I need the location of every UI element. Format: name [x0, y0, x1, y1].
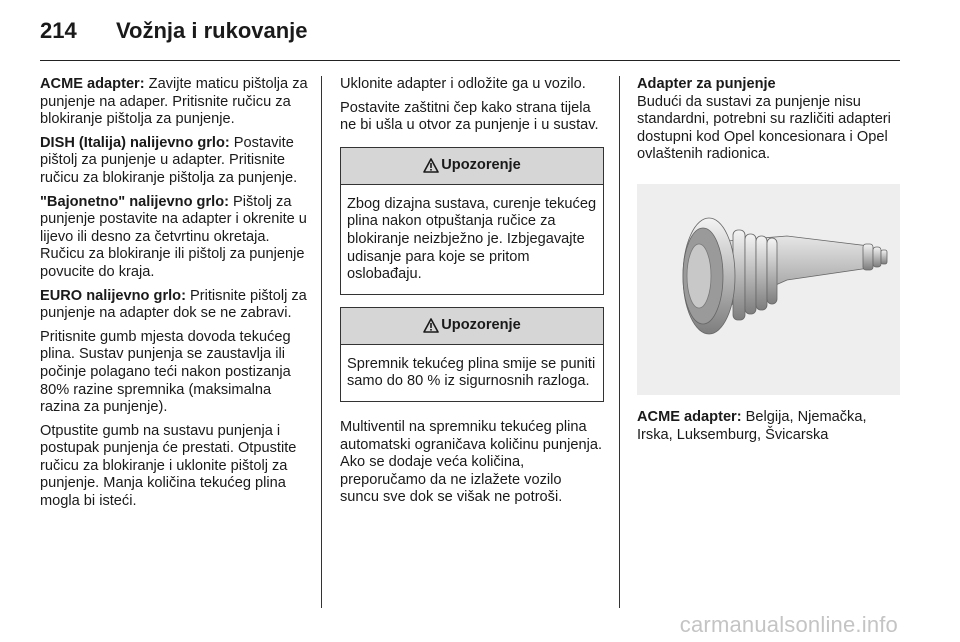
page-header — [40, 18, 308, 48]
warning-header-1 — [341, 148, 603, 185]
warning-triangle-icon — [423, 158, 439, 173]
term-euro: EURO nalijevno grlo: — [40, 287, 186, 304]
paragraph-adapters: Budući da sustavi za punjenje nisu standardni, potrebni su različiti adapteri dostupni kod Opel koncesionara i Opel ovlaštenih radionica. — [637, 93, 891, 163]
header-divider — [40, 60, 900, 61]
paragraph-dish: DISH (Italija) nalijevno grlo: Postavite pištolj za punjenje u adapter. Pritisnite ručicu za blokiranje pištolja za punjenje. — [40, 134, 298, 186]
warning-header-2 — [341, 308, 603, 345]
paragraph-multivalve: Multiventil na spremniku tekućeg plina automatski ograničava količinu punjenja. Ako se dodaje veća količina, preporučamo da ne izlažete vozilo suncu sve dok se višak ne potroši. — [340, 418, 603, 506]
paragraph-acme: ACME adapter: Zavijte maticu pištolja za punjenje na adaper. Pritisnite ručicu za blokiranje pištolja za punjenje. — [40, 76, 308, 128]
column-3 — [637, 76, 903, 444]
warning-box-2 — [340, 307, 604, 402]
term-bayonet: "Bajonetno" nalijevno grlo: — [40, 193, 229, 210]
paragraph-release-button: Otpustite gumb na sustavu punjenja i postupak punjenja će prestati. Otpustite ručicu za blokiranje i uklonite pištolj za punjenje. Manja količina tekućeg plina mogla bi isteći. — [40, 422, 297, 510]
paragraph-euro: EURO nalijevno grlo: Pritisnite pištolj za punjenje na adapter dok se ne zabravi. — [40, 287, 307, 322]
caption-term: ACME adapter: — [637, 408, 742, 425]
term-acme: ACME adapter: — [40, 76, 145, 92]
paragraph-bayonet: "Bajonetno" nalijevno grlo: Pištolj za punjenje postavite na adapter i okrenite u lijevo ili desno za četvrtinu okretaja. Ručicu za blokiranje ili pištolj za punjenje povucite do kraja. — [40, 193, 307, 280]
paragraph-press-button: Pritisnite gumb mjesta dovoda tekućeg plina. Sustav punjenja se zaustavlja ili počinje polagano teći nakon postizanja 80% razine spremnika (maksimalna razina za punjenje). — [40, 328, 291, 416]
column-2 — [340, 76, 604, 513]
figure-acme-adapter — [637, 184, 900, 395]
warning-text-1: Zbog dizajna sustava, curenje tekućeg plina nakon otpuštanja ručice za blokiranje neizbježno je. Izbjegavajte udisanje para koje se pritom oslobađaju. — [347, 195, 597, 283]
warning-title-1: Upozorenje — [441, 156, 521, 173]
warning-triangle-icon — [423, 318, 439, 333]
acme-adapter-illustration — [637, 184, 900, 395]
term-dish: DISH (Italija) nalijevno grlo: — [40, 134, 230, 151]
paragraph-remove-adapter: Uklonite adapter i odložite ga u vozilo. — [340, 76, 586, 92]
column-divider-2 — [619, 76, 620, 608]
warning-text-2: Spremnik tekućeg plina smije se puniti samo do 80 % iz sigurnosnih razloga. — [347, 355, 596, 390]
page-title: Vožnja i rukovanje — [116, 18, 308, 43]
column-divider-1 — [321, 76, 322, 608]
warning-box-1 — [340, 147, 604, 295]
figure-caption: ACME adapter: Belgija, Njemačka, Irska, Luksemburg, Švicarska — [637, 408, 867, 443]
page-number: 214 — [40, 18, 77, 43]
warning-title-2: Upozorenje — [441, 316, 521, 333]
watermark: carmanualsonline.info — [679, 612, 898, 637]
paragraph-protective-cap: Postavite zaštitni čep kako strana tijela ne bi ušla u otvor za punjenje i u sustav. — [340, 99, 599, 134]
section-heading: Adapter za punjenje — [637, 76, 776, 92]
column-1 — [40, 76, 312, 517]
